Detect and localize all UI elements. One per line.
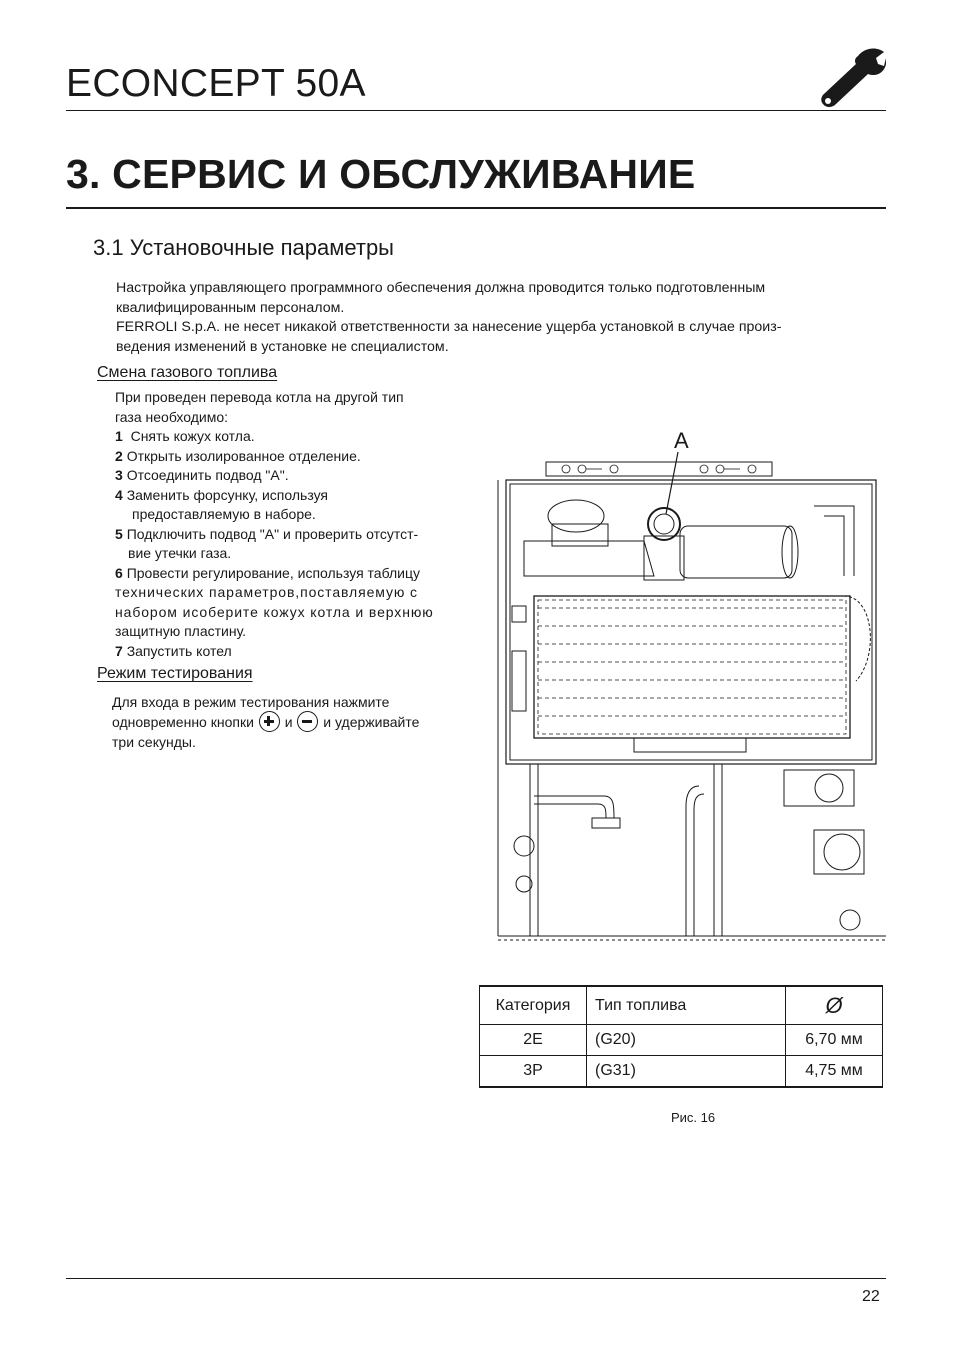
header-rule	[66, 110, 886, 111]
wrench-icon	[818, 46, 886, 110]
step-number: 7	[115, 642, 123, 659]
step-6-cont: набором исоберите кожух котла и верхнюю	[115, 603, 434, 620]
gas-change-heading: Смена газового топлива	[97, 364, 278, 381]
test-text-part: и удерживайте	[323, 714, 420, 730]
intro-line: квалифицированным персоналом.	[116, 299, 345, 316]
step-text: Провести регулирование, используя таблицу	[126, 564, 420, 581]
step-text: Открыть изолированное отделение.	[126, 447, 361, 464]
test-line: Для входа в режим тестирования нажмите	[112, 694, 390, 710]
step-number: 1	[115, 428, 123, 444]
fuel-table	[479, 985, 883, 1088]
step-text: Снять кожух котла.	[130, 428, 255, 444]
step-5-cont: вие утечки газа.	[128, 545, 232, 561]
test-mode-heading: Режим тестирования	[97, 665, 253, 682]
step-4	[115, 486, 477, 506]
cell-diameter: 4,75 мм	[786, 1056, 883, 1088]
test-text-part: и	[284, 714, 293, 730]
table-row	[480, 1025, 883, 1056]
cell-fuel: (G31)	[587, 1056, 786, 1088]
header-fuel: Тип топлива	[587, 986, 786, 1025]
step-2	[115, 447, 477, 467]
step-6	[115, 564, 477, 584]
step-text: Заменить форсунку, используя	[126, 486, 328, 503]
header-diameter	[786, 986, 883, 1025]
table-row	[480, 1056, 883, 1088]
label-a: A	[674, 428, 689, 453]
step-number: 5	[115, 525, 123, 542]
step-number: 3	[115, 467, 123, 483]
step-3	[115, 466, 477, 486]
step-6-cont: технических параметров,поставляемую с	[115, 584, 418, 600]
figure-caption: Рис. 16	[671, 1110, 716, 1125]
step-number: 4	[115, 486, 123, 503]
section-title: 3.1 Установочные параметры	[93, 235, 394, 260]
gas-lead: газа необходимо:	[115, 408, 228, 425]
page-number: 22	[862, 1288, 880, 1305]
step-number: 2	[115, 447, 123, 464]
boiler-diagram	[494, 426, 886, 946]
diameter-symbol: Ø	[825, 992, 843, 1018]
minus-button-icon	[297, 711, 318, 732]
step-text: Запустить котел	[126, 642, 232, 659]
step-text: Отсоединить подвод "A".	[126, 467, 289, 483]
cell-fuel: (G20)	[587, 1025, 786, 1056]
chapter-rule	[66, 207, 886, 209]
plus-button-icon	[259, 711, 280, 732]
step-number: 6	[115, 564, 123, 581]
header-category: Категория	[480, 986, 587, 1025]
step-text: Подключить подвод "A" и проверить отсутст-	[126, 525, 419, 542]
footer-rule	[66, 1278, 886, 1279]
product-title: ECONCEPT 50A	[66, 62, 366, 105]
intro-paragraph	[116, 279, 886, 357]
table-header-row	[480, 986, 883, 1025]
step-6-cont: защитную пластину.	[115, 623, 247, 639]
test-text-part: одновременно кнопки	[112, 714, 254, 730]
step-5	[115, 525, 477, 545]
test-line: три секунды.	[112, 734, 196, 751]
intro-line: FERROLI S.p.A. не несет никакой ответственности за нанесение ущерба установкой в случае произ-	[116, 319, 782, 335]
intro-line: Настройка управляющего программного обеспечения должна проводится только подготовленным	[116, 280, 766, 296]
intro-line: ведения изменений в установке не специалистом.	[116, 338, 449, 355]
test-mode-text	[112, 692, 472, 752]
cell-category: 3P	[480, 1056, 587, 1088]
step-1	[115, 427, 477, 447]
chapter-title: 3. СЕРВИС И ОБСЛУЖИВАНИЕ	[66, 151, 696, 197]
step-7	[115, 642, 477, 662]
gas-lead: При проведен перевода котла на другой тип	[115, 389, 404, 405]
step-4-cont: предоставляемую в наборе.	[132, 506, 316, 522]
gas-change-steps	[115, 388, 477, 661]
cell-category: 2E	[480, 1025, 587, 1056]
test-line-buttons	[112, 712, 472, 732]
cell-diameter: 6,70 мм	[786, 1025, 883, 1056]
